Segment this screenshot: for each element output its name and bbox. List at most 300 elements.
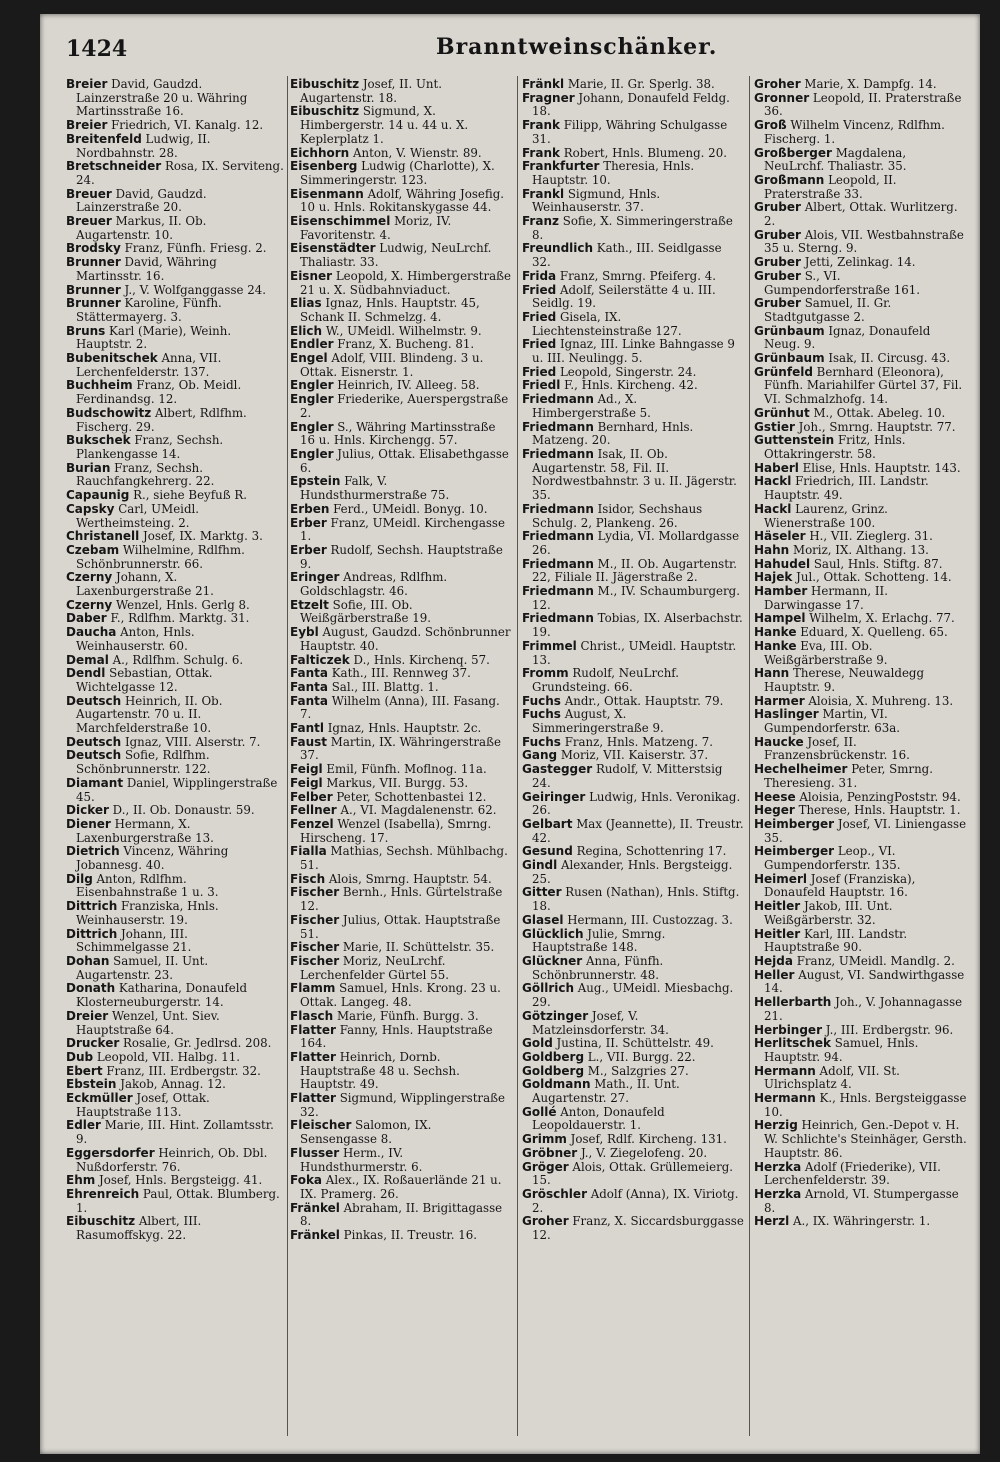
directory-entry	[522, 1078, 744, 1105]
entry-details: Max (Jeannette), II. Treustr. 42.	[532, 816, 744, 845]
entry-details: Julius, Ottak. Elisabethgasse 6.	[300, 446, 509, 475]
directory-entry	[754, 640, 968, 667]
entry-details: D., Hnls. Kirchenq. 57.	[353, 652, 490, 667]
entry-name: Foka	[290, 1173, 323, 1188]
entry-name: Eibuschitz	[290, 78, 360, 91]
entry-name: Brunner	[66, 296, 121, 311]
entry-details: Leopold, II. Praterstraße 33.	[764, 172, 897, 201]
directory-entry	[66, 462, 284, 489]
entry-name: Hackl	[754, 501, 792, 516]
entry-name: Grimm	[522, 1132, 567, 1147]
page-header	[66, 32, 968, 66]
entry-name: Bretschneider	[66, 159, 162, 174]
entry-name: Hejda	[754, 954, 793, 968]
directory-entry	[522, 914, 744, 928]
directory-entry	[66, 133, 284, 160]
entry-details: Lydia, VI. Mollardgasse 26.	[532, 529, 740, 557]
entry-name: Fragner	[522, 90, 575, 105]
entry-details: Alois, VII. Westbahnstraße 35 u. Sterng. 9.	[764, 227, 964, 256]
directory-entry	[66, 736, 284, 750]
entry-details: Leopold, VII. Halbg. 11.	[96, 1049, 241, 1064]
entry-details: Adolf, Seilerstätte 4 u. III. Seidlg. 19.	[532, 282, 716, 311]
directory-entry	[522, 379, 744, 393]
entry-details: Moriz, NeuLrchf. Lerchenfelder Gürtel 55.	[300, 954, 449, 982]
entry-name: Fialla	[290, 844, 327, 859]
entry-name: Glasel	[522, 912, 564, 927]
directory-entry	[290, 503, 512, 517]
entry-details: Kath., III. Rennweg 37.	[331, 666, 471, 681]
directory-entry	[290, 1092, 512, 1119]
entry-details: Eva, III. Ob. Weißgärberstraße 9.	[764, 638, 888, 667]
entry-details: Herm., IV. Hundsthurmerstr. 6.	[300, 1145, 423, 1174]
entry-details: Moriz, IV. Favoritenstr. 4.	[300, 214, 452, 242]
entry-details: Ignaz, VIII. Alserstr. 7.	[124, 734, 261, 749]
entry-name: Dohan	[66, 954, 110, 968]
directory-entry	[290, 695, 512, 722]
directory-entry	[522, 1106, 744, 1133]
entry-details: Sofie, Rdlfhm. Schönbrunnerstr. 122.	[76, 748, 211, 777]
entry-name: Erber	[290, 542, 327, 557]
entry-name: Heller	[754, 967, 795, 982]
entry-name: Breier	[66, 118, 108, 133]
entry-name: Breuer	[66, 214, 112, 229]
directory-entry	[66, 667, 284, 694]
entry-details: Adolf, VIII. Blindeng. 3 u. Ottak. Eisnerstr. 1.	[300, 351, 484, 379]
entry-name: Engler	[290, 419, 334, 434]
entry-details: Wenzel, Hnls. Gerlg 8.	[115, 597, 250, 612]
entry-details: Sigmund, Wipplingerstraße 32.	[300, 1091, 505, 1119]
directory-entry	[522, 708, 744, 735]
directory-entry	[754, 804, 968, 818]
directory-entry	[522, 119, 744, 146]
entry-name: Elias	[290, 296, 322, 311]
entry-name: Dreier	[66, 1008, 109, 1023]
directory-entry	[754, 626, 968, 640]
entry-details: Jakob, Annag. 12.	[120, 1077, 226, 1092]
entry-name: Haslinger	[754, 707, 819, 722]
entry-details: Alois, Ottak. Grüllemeierg. 15.	[532, 1159, 734, 1188]
entry-name: Gelbart	[522, 816, 573, 831]
directory-entry	[290, 270, 512, 297]
entry-details: Wenzel (Isabella), Smrng. Hirscheng. 17.	[300, 816, 492, 845]
entry-details: J., V. Wolfganggasse 24.	[124, 282, 267, 297]
directory-entry	[290, 1024, 512, 1051]
directory-entry	[290, 722, 512, 736]
directory-entry	[66, 654, 284, 668]
entry-details: Sigmund, Hnls. Weinhauserstr. 37.	[532, 186, 661, 215]
directory-entry	[522, 147, 744, 161]
entry-name: Donath	[66, 981, 116, 996]
entry-details: Alexander, Hnls. Bergsteigg. 25.	[532, 858, 733, 886]
directory-entry	[754, 147, 968, 174]
entry-details: Ignaz, Hnls. Hauptstr. 2c.	[327, 721, 482, 736]
entry-details: Moriz, IX. Althang. 13.	[792, 542, 929, 557]
entry-name: Bubenitschek	[66, 351, 158, 366]
entry-details: Friedrich, III. Landstr. Hauptstr. 49.	[764, 474, 929, 503]
entry-name: Fuchs	[522, 707, 561, 722]
page-number: 1424	[66, 36, 128, 62]
section-title: Branntweinschänker.	[436, 34, 718, 60]
entry-name: Goldberg	[522, 1049, 585, 1064]
entry-details: Karl (Marie), Weinh. Hauptstr. 2.	[76, 323, 232, 352]
directory-entry	[290, 160, 512, 187]
entry-name: Fanta	[290, 679, 328, 694]
entry-details: Franziska, Hnls. Weinhauserstr. 19.	[76, 899, 219, 927]
entry-details: Hermann, III. Custozzag. 3.	[567, 912, 733, 927]
directory-entry	[290, 886, 512, 913]
directory-entry	[754, 969, 968, 996]
entry-details: Johann, III. Schimmelgasse 21.	[76, 926, 192, 955]
entry-name: Herzl	[754, 1214, 790, 1229]
entry-details: Fanny, Hnls. Hauptstraße 164.	[300, 1022, 493, 1051]
entry-details: Albert, Rdlfhm. Fischerg. 29.	[76, 405, 247, 434]
entry-details: Isidor, Sechshaus Schulg. 2, Plankeng. 26.	[532, 501, 703, 530]
entry-details: Johann, X. Laxenburgerstraße 21.	[76, 570, 214, 599]
directory-entry	[66, 297, 284, 324]
entry-details: Marie, II. Gr. Sperlg. 38.	[567, 78, 715, 91]
directory-entry	[522, 558, 744, 585]
entry-details: Franz, Fünfh. Friesg. 2.	[124, 241, 267, 256]
entry-name: Engler	[290, 446, 334, 461]
directory-entry	[66, 804, 284, 818]
entry-name: Fischer	[290, 954, 340, 968]
directory-entry	[522, 270, 744, 284]
entry-name: Fuchs	[522, 693, 561, 708]
entry-details: Karl, III. Landstr. Hauptstraße 90.	[764, 926, 908, 955]
directory-entry	[66, 1037, 284, 1051]
directory-entry	[66, 434, 284, 461]
entry-details: Ad., X. Himbergerstraße 5.	[532, 392, 651, 420]
entry-name: Gastegger	[522, 762, 593, 777]
entry-name: Dittrich	[66, 926, 118, 941]
directory-entry	[290, 873, 512, 887]
entry-name: Fantl	[290, 721, 324, 736]
directory-entry	[522, 955, 744, 982]
entry-details: Franz, UMeidl. Mandlg. 2.	[796, 954, 955, 968]
entry-name: Feigl	[290, 775, 323, 790]
entry-name: Grünbaum	[754, 351, 825, 366]
directory-entry	[290, 105, 512, 146]
entry-name: Herzka	[754, 1186, 802, 1201]
entry-name: Brunner	[66, 282, 121, 297]
directory-entry	[66, 1078, 284, 1092]
directory-entry	[754, 818, 968, 845]
directory-entry	[522, 160, 744, 187]
entry-details: Josef, VI. Liniengasse 35.	[764, 816, 967, 845]
directory-entry	[754, 1215, 968, 1229]
entry-details: Math., II. Unt. Augartenstr. 27.	[532, 1077, 680, 1106]
directory-entry	[522, 393, 744, 420]
entry-name: Deutsch	[66, 748, 122, 763]
directory-entry	[754, 612, 968, 626]
directory-entry	[290, 1010, 512, 1024]
entry-details: Wilhelm (Anna), III. Fasang. 7.	[300, 693, 500, 722]
entry-details: Justina, II. Schüttelstr. 49.	[556, 1036, 714, 1051]
entry-name: Flatter	[290, 1049, 336, 1064]
entry-details: Heinrich, Gen.-Depot v. H. W. Schlichte's Steinhäger, Gersth. Hauptstr. 86.	[764, 1118, 967, 1160]
directory-entry	[754, 900, 968, 927]
entry-details: Ludwig (Charlotte), X. Simmeringerstr. 123.	[300, 159, 495, 187]
directory-entry	[522, 284, 744, 311]
entry-details: Ignaz, III. Linke Bahngasse 9 u. III. Neulingg. 5.	[532, 337, 735, 366]
entry-details: Robert, Hnls. Blumeng. 20.	[563, 145, 727, 160]
directory-entry	[754, 585, 968, 612]
entry-name: Hann	[754, 666, 790, 681]
directory-entry	[522, 530, 744, 557]
entry-details: Heinrich, Ob. Dbl. Nußdorferstr. 76.	[76, 1145, 268, 1174]
directory-entry	[66, 928, 284, 955]
entry-details: Franz, Hnls. Matzeng. 7.	[564, 734, 714, 749]
entry-name: Hanke	[754, 638, 797, 653]
directory-entry	[522, 1215, 744, 1242]
directory-entry	[290, 325, 512, 339]
entry-details: Rudolf, NeuLrchf. Grundsteing. 66.	[532, 666, 679, 694]
entry-name: Epstein	[290, 474, 341, 489]
entry-details: Franz, X. Bucheng. 81.	[337, 337, 475, 352]
directory-entry	[754, 873, 968, 900]
entry-name: Friedmann	[522, 611, 594, 626]
entry-details: August, Gaudzd. Schönbrunner Hauptstr. 40.	[300, 625, 511, 653]
directory-entry	[66, 1092, 284, 1119]
entry-name: Flatter	[290, 1091, 336, 1106]
column-divider	[517, 76, 518, 1436]
entry-details: Adolf (Anna), IX. Viriotg. 2.	[532, 1186, 739, 1215]
directory-entry	[754, 174, 968, 201]
entry-details: David, Gaudzd. Lainzerstraße 20 u. Währing Martinsstraße 16.	[76, 78, 248, 119]
entry-name: Herzig	[754, 1118, 798, 1133]
directory-entry	[290, 667, 512, 681]
entry-details: Ferd., UMeidl. Bonyg. 10.	[333, 501, 488, 516]
entry-details: Katharina, Donaufeld Klosterneuburgerstr. 14.	[76, 981, 248, 1010]
entry-details: Elise, Hnls. Hauptstr. 143.	[802, 460, 961, 475]
entry-details: Jul., Ottak. Schotteng. 14.	[796, 570, 952, 585]
directory-entry	[522, 791, 744, 818]
entry-name: Dittrich	[66, 899, 118, 914]
entry-name: Diener	[66, 816, 111, 831]
entry-details: Falk, V. Hundsthurmerstraße 75.	[300, 474, 450, 503]
entry-name: Freundlich	[522, 241, 594, 256]
entry-name: Dietrich	[66, 844, 120, 859]
directory-entry	[754, 1119, 968, 1160]
directory-entry	[66, 503, 284, 530]
directory-page	[40, 14, 980, 1454]
directory-entry	[754, 1024, 968, 1038]
directory-entry	[66, 1051, 284, 1065]
entry-name: Dub	[66, 1049, 94, 1064]
entry-name: Guttenstein	[754, 433, 835, 448]
directory-entry	[290, 791, 512, 805]
directory-entry	[754, 78, 968, 92]
entry-details: Wilhelmine, Rdlfhm. Schönbrunnerstr. 66.	[76, 542, 245, 571]
entry-name: Häseler	[754, 529, 806, 544]
directory-entry	[522, 1188, 744, 1215]
entry-details: Hermann, II. Darwingasse 17.	[764, 584, 888, 612]
entry-details: Bernhard, Hnls. Matzeng. 20.	[532, 419, 694, 448]
directory-entry	[66, 284, 284, 298]
directory-entry	[66, 160, 284, 187]
entry-name: Endler	[290, 337, 334, 352]
directory-entry	[290, 297, 512, 324]
entry-details: Emil, Fünfh. Moflnog. 11a.	[326, 762, 487, 777]
entry-name: Dendl	[66, 666, 106, 681]
entry-name: Fellner	[290, 803, 337, 818]
directory-entry	[66, 188, 284, 215]
directory-entry	[66, 845, 284, 872]
entry-details: Heinrich, II. Ob. Augartenstr. 70 u. II. Marchfelderstraße 10.	[76, 693, 223, 736]
directory-entry	[290, 517, 512, 544]
entry-name: Capaunig	[66, 488, 130, 503]
entry-details: Friederike, Auerspergstraße 2.	[300, 392, 509, 420]
directory-entry	[66, 777, 284, 804]
entry-details: Vincenz, Währing Jobannesg. 40.	[76, 844, 229, 873]
directory-entry	[66, 530, 284, 544]
entry-name: Gruber	[754, 255, 801, 270]
entry-name: Fenzel	[290, 816, 334, 831]
entry-details: David, Währing Martinsstr. 16.	[76, 255, 217, 283]
entry-name: Brodsky	[66, 241, 121, 256]
entry-name: Fischer	[290, 912, 340, 927]
entry-name: Eckmüller	[66, 1091, 133, 1106]
entry-name: Flusser	[290, 1145, 340, 1160]
directory-entry	[66, 955, 284, 982]
directory-entry	[290, 681, 512, 695]
directory-entry	[290, 1051, 512, 1092]
directory-entry	[66, 626, 284, 653]
entry-details: Sofie, III. Ob. Weißgärberstraße 19.	[300, 597, 432, 626]
entry-details: Aloisia, X. Muhreng. 13.	[808, 693, 954, 708]
entry-details: Wilhelm Vincenz, Rdlfhm. Fischerg. 1.	[764, 118, 945, 146]
entry-name: Eichhorn	[290, 145, 350, 160]
directory-entry	[522, 503, 744, 530]
entry-name: Czebam	[66, 542, 120, 557]
entry-details: Josef, II. Unt. Augartenstr. 18.	[300, 78, 442, 105]
entry-name: Eisenmann	[290, 186, 364, 201]
entry-name: Fischer	[290, 885, 340, 900]
entry-details: Adolf (Friederike), VII. Lerchenfelderstr. 39.	[764, 1159, 941, 1188]
entry-details: August, VI. Sandwirthgasse 14.	[764, 967, 965, 996]
directory-column-3	[522, 78, 744, 1428]
directory-entry	[522, 448, 744, 503]
directory-entry	[66, 749, 284, 776]
entry-details: Magdalena, NeuLrchf. Thaliastr. 35.	[764, 145, 907, 174]
directory-entry	[66, 1188, 284, 1215]
entry-details: Leopold, X. Himbergerstraße 21 u. X. Südbahnviaduct.	[300, 268, 512, 297]
entry-details: Samuel, Hnls. Hauptstr. 94.	[764, 1036, 919, 1064]
directory-entry	[754, 366, 968, 407]
directory-entry	[522, 982, 744, 1009]
entry-name: Frankfurter	[522, 159, 600, 174]
entry-name: Gruber	[754, 296, 801, 311]
entry-name: Eggersdorfer	[66, 1145, 155, 1160]
directory-entry	[290, 941, 512, 955]
entry-name: Feigl	[290, 762, 323, 777]
directory-entry	[66, 215, 284, 242]
directory-entry	[66, 900, 284, 927]
entry-name: Hampel	[754, 611, 806, 626]
entry-name: Falticzek	[290, 652, 350, 667]
entry-name: Frankl	[522, 186, 565, 201]
entry-name: Goldberg	[522, 1063, 585, 1078]
entry-name: Fried	[522, 282, 557, 297]
directory-entry	[290, 626, 512, 653]
directory-entry	[66, 325, 284, 352]
entry-details: Theresia, Hnls. Hauptstr. 10.	[532, 159, 695, 187]
entry-name: Franz	[522, 214, 559, 229]
entry-details: Josef (Franziska), Donaufeld Hauptstr. 16.	[764, 871, 916, 900]
entry-name: Friedmann	[522, 419, 594, 434]
entry-name: Heimberger	[754, 816, 835, 831]
directory-entry	[66, 571, 284, 598]
directory-entry	[522, 366, 744, 380]
entry-name: Hahn	[754, 542, 790, 557]
entry-name: Burian	[66, 460, 111, 475]
entry-name: Frimmel	[522, 638, 577, 653]
directory-column-2	[290, 78, 512, 1428]
entry-name: Bukschek	[66, 433, 131, 448]
directory-entry	[754, 955, 968, 969]
directory-entry	[754, 201, 968, 228]
directory-entry	[522, 215, 744, 242]
directory-entry	[290, 804, 512, 818]
entry-details: Wilhelm, X. Erlachg. 77.	[809, 611, 955, 626]
entry-name: Friedmann	[522, 556, 594, 571]
entry-details: J., III. Erdbergstr. 96.	[825, 1022, 954, 1037]
entry-name: Heitler	[754, 926, 801, 941]
entry-details: Franz, Smrng. Pfeiferg. 4.	[559, 268, 716, 283]
directory-entry	[754, 325, 968, 352]
directory-entry	[754, 407, 968, 421]
directory-entry	[522, 859, 744, 886]
directory-entry	[522, 1037, 744, 1051]
directory-entry	[290, 475, 512, 502]
directory-entry	[66, 695, 284, 736]
directory-entry	[754, 763, 968, 790]
directory-entry	[754, 421, 968, 435]
directory-entry	[290, 147, 512, 161]
entry-name: Goldmann	[522, 1077, 591, 1092]
entry-details: Gisela, IX. Liechtensteinstraße 127.	[532, 309, 682, 338]
entry-details: F., Rdlfhm. Marktg. 31.	[110, 611, 250, 626]
entry-name: Diamant	[66, 775, 124, 790]
directory-entry	[66, 78, 284, 119]
entry-details: A., VI. Magdalenenstr. 62.	[340, 803, 497, 818]
entry-details: S., VI. Gumpendorferstraße 161.	[764, 268, 920, 297]
directory-entry	[66, 1215, 284, 1242]
entry-name: Fränkl	[522, 78, 565, 91]
entry-name: Fried	[522, 364, 557, 379]
entry-name: Capsky	[66, 501, 115, 516]
entry-details: Kath., III. Seidlgasse 32.	[532, 241, 722, 270]
entry-details: Ignaz, Donaufeld Neug. 9.	[764, 323, 931, 352]
entry-name: Felber	[290, 789, 333, 804]
directory-entry	[290, 818, 512, 845]
directory-entry	[290, 215, 512, 242]
entry-details: Wenzel, Unt. Siev. Hauptstraße 64.	[76, 1008, 220, 1037]
entry-details: Sofie, X. Simmeringerstraße 8.	[532, 214, 733, 242]
entry-name: Gruber	[754, 268, 801, 283]
entry-name: Fanta	[290, 693, 328, 708]
entry-details: Franz, Sechsh. Plankengasse 14.	[76, 433, 224, 461]
entry-name: Heger	[754, 803, 795, 818]
entry-details: D., II. Ob. Donaustr. 59.	[112, 803, 255, 818]
entry-name: Eybl	[290, 625, 319, 640]
entry-name: Gronner	[754, 90, 810, 105]
directory-entry	[290, 421, 512, 448]
entry-name: Friedmann	[522, 446, 594, 461]
entry-details: Samuel, II. Unt. Augartenstr. 23.	[76, 954, 209, 982]
entry-name: Erber	[290, 515, 327, 530]
entry-name: Gstier	[754, 419, 795, 434]
